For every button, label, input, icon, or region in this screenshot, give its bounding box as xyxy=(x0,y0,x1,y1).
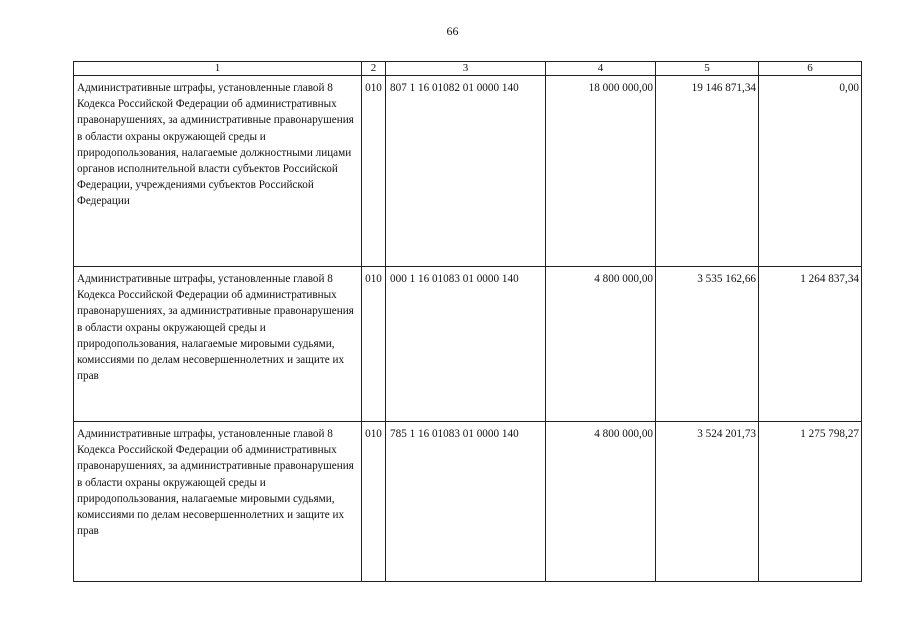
row-executed-amount: 19 146 871,34 xyxy=(656,76,759,267)
header-col-5: 5 xyxy=(656,62,759,76)
row-executed-amount: 3 535 162,66 xyxy=(656,267,759,422)
row-name: Административные штрафы, установленные главой 8 Кодекса Российской Федерации об административных правонарушениях, за административные правонарушения в области охраны окружающей среды и природопользования, налагаемые мировыми судьями, комиссиями по делам несовершеннолетних и защите их прав xyxy=(74,267,362,422)
row-income-code: 807 1 16 01082 01 0000 140 xyxy=(386,76,546,267)
header-col-1: 1 xyxy=(74,62,362,76)
row-unexecuted-amount: 0,00 xyxy=(759,76,862,267)
row-name: Административные штрафы, установленные главой 8 Кодекса Российской Федерации об административных правонарушениях, за административные правонарушения в области охраны окружающей среды и природопользования, налагаемые должностными лицами органов исполнительной власти субъектов Российской Федерации, учреждениями субъектов Российской Федерации xyxy=(74,76,362,267)
table-row xyxy=(74,267,862,422)
row-executed-amount: 3 524 201,73 xyxy=(656,422,759,582)
header-col-3: 3 xyxy=(386,62,546,76)
row-approved-amount: 4 800 000,00 xyxy=(546,267,656,422)
header-col-4: 4 xyxy=(546,62,656,76)
row-name: Административные штрафы, установленные главой 8 Кодекса Российской Федерации об административных правонарушениях, за административные правонарушения в области охраны окружающей среды и природопользования, налагаемые мировыми судьями, комиссиями по делам несовершеннолетних и защите их прав xyxy=(74,422,362,582)
header-col-6: 6 xyxy=(759,62,862,76)
row-unexecuted-amount: 1 264 837,34 xyxy=(759,267,862,422)
row-line-code: 010 xyxy=(362,267,386,422)
row-unexecuted-amount: 1 275 798,27 xyxy=(759,422,862,582)
row-approved-amount: 4 800 000,00 xyxy=(546,422,656,582)
table-row xyxy=(74,422,862,582)
header-row xyxy=(74,62,862,76)
row-line-code: 010 xyxy=(362,76,386,267)
header-col-2: 2 xyxy=(362,62,386,76)
table-row xyxy=(74,76,862,267)
row-income-code: 785 1 16 01083 01 0000 140 xyxy=(386,422,546,582)
row-income-code: 000 1 16 01083 01 0000 140 xyxy=(386,267,546,422)
page-number: 66 xyxy=(446,24,459,38)
report-table xyxy=(73,61,862,582)
row-approved-amount: 18 000 000,00 xyxy=(546,76,656,267)
row-line-code: 010 xyxy=(362,422,386,582)
